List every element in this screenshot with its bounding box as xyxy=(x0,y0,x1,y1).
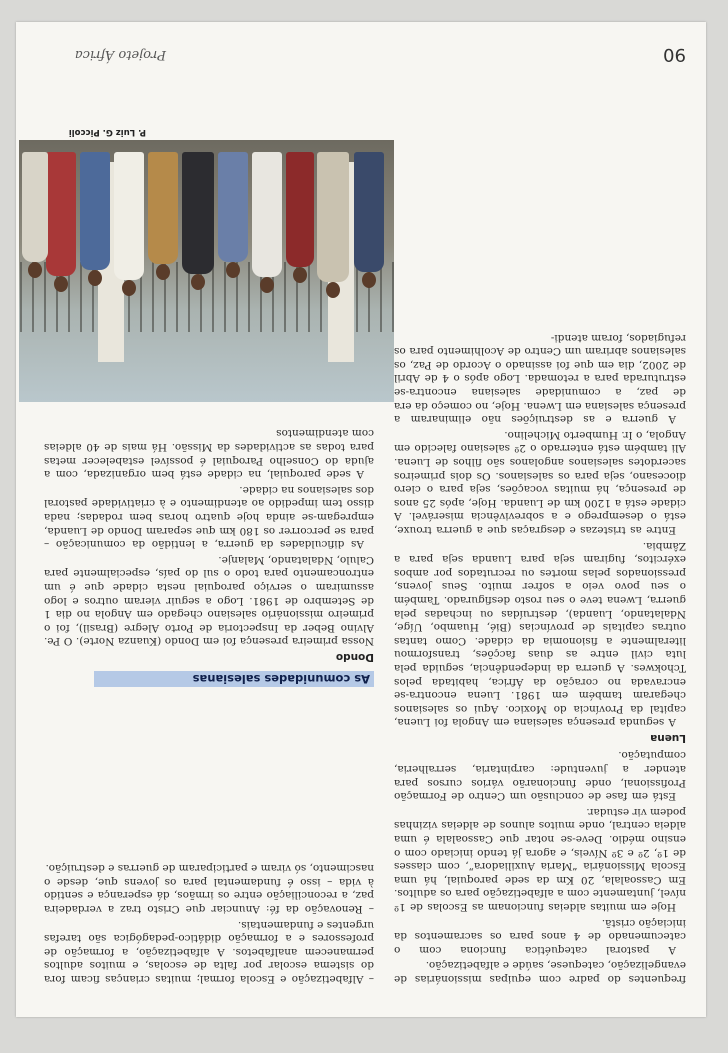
right-text-column-lower xyxy=(44,424,374,667)
section-title-banner: As comunidades salesianas xyxy=(94,671,374,687)
paragraph: – Renovação da fé: Anunciar que Cristo traz a verdadeira paz, a reconciliação entre os irmãos, dá esperança e sentido à vida – isso é fundamental para os jovens que, desde o nascimento, só viram e participaram de guerras e destruição. xyxy=(44,862,374,916)
photo-person xyxy=(354,152,384,272)
photo-head xyxy=(260,277,274,293)
left-text-column xyxy=(394,328,686,985)
photo-person xyxy=(182,152,214,274)
photo-head xyxy=(226,262,240,278)
right-text-column xyxy=(44,859,374,985)
photo-head xyxy=(293,267,307,283)
photo-person xyxy=(46,152,76,276)
photo-head xyxy=(88,270,102,286)
paragraph: A pastoral catequética funciona com o catecumenado de 4 anos para os sacramentos da iniciação cristã. xyxy=(394,916,686,956)
paragraph: – Alfabetização e Escola formal; muitas crianças ficam fora do sistema escolar por falta de escolas, e muitos adultos permanecem analfabetos. A alfabetização, a formação de professores e a formação didático-pedagógica são tarefas urgentes e fundamentais. xyxy=(44,918,374,985)
paper-sheet xyxy=(16,22,706,1017)
photo-head xyxy=(28,262,42,278)
photo-head xyxy=(362,272,376,288)
photo-person xyxy=(252,152,282,277)
paragraph: Nossa primeira presença foi em Dondo (Kuanza Norte). O Pe. Alvino Beber da Inspectoria de Porto Alegre (Brasil), foi o primeiro missionário salesiano chegado em Angola no dia 1 de Setembro de 1981. Logo a seguir vieram outros e logo assumiram o serviço paroquial nesta cidade que é um entroncamento para todo o sul do país, especialmente para Calulo, Ndalatando, Malanje. xyxy=(44,553,374,648)
photo-head xyxy=(191,274,205,290)
page-number: 90 xyxy=(663,44,686,65)
section-subheading-luena: Luena xyxy=(650,731,686,744)
paragraph: A sede paroquial, na cidade está bem organizada, com a ajuda do Conselho Paroquial é possível estabelecer metas para todas as actividades da Missão. Há mais de 40 aldeias com atendimentos xyxy=(44,427,374,481)
photo-person xyxy=(148,152,178,264)
paragraph: As dificuldades da guerra, a lentidão da comunicação – para se percorrer os 180 km que separam Dondo de Luanda, empregam-se ainda hoje quatro horas bem rodadas; nada disso tem impedido ao atendimento e à criatividade pastoral dos salesianos na cidade. xyxy=(44,483,374,551)
photo-head xyxy=(156,264,170,280)
paragraph: A segunda presença salesiana em Angola foi Luena, capital da Província do Moxico. Aqui os salesianos chegaram também em 1981. Luena encontra-se encravada no coração da África, habitada pelos Tchokwes. A guerra da independência, seguida pela luta civil entre as duas facções, transformou literalmente a fisionomia da cidade. Como tantas outras capitais de províncias (Bié, Huambo, Uíge, Ndalatando, Luanda), destruídas ou inchadas pela guerra, Lwena teve o seu rosto desfigurado. Também o seu povo veio a sofrer muito. Seus jovens, pressionados pelas mortes ou recrutados por ambos exércitos, fugiram seja para Luanda seja para a Zâmbia. xyxy=(394,539,686,729)
photo-person xyxy=(286,152,314,267)
paragraph: A guerra e as destruições não eliminaram a presença salesiana em Lwena. Hoje, no começo da era de paz, a comunidade salesiana encontra-se estruturada para a retomada. Logo após o 4 de Abril de 2002, dia em que foi assinado o Acordo de Paz, os salesianos abriram um Centro de Acolhimento para os refugiados, foram atendi- xyxy=(394,331,686,426)
photo-credit: P. Luiz G. Piccoli xyxy=(68,127,146,137)
group-photo xyxy=(19,140,394,402)
photo-person xyxy=(114,152,144,280)
photo-head xyxy=(326,282,340,298)
photo-person xyxy=(22,152,48,262)
publication-name: Projeto África xyxy=(74,47,166,62)
section-subheading-dondo: Dondo xyxy=(335,651,374,663)
paragraph: Está em fase de conclusão um Centro de Formação Profissional, onde funcionarão vários cursos para atender a juventude: carpintaria, serralheria, computação. xyxy=(394,749,686,803)
photo-head xyxy=(122,280,136,296)
photo-person xyxy=(218,152,248,262)
paragraph: Hoje em muitas aldeias funcionam as Escolas de 1º nível, juntamente com a alfabetização para os adultos. Em Cassoalala, 20 Km da sede paroquial, há uma Escola Missionária “Maria Auxiliadora”, com classes de 1º, 2º e 3º Níveis, e agora já tendo iniciado com o ensino médio. Deve-se notar que Cassoalala é uma aldeia central, onde muitos alunos de aldeias vizinhas podem vir estudar. xyxy=(394,805,686,914)
paragraph: Entre as tristezas e desgraças que a guerra trouxe, está o desemprego e a sobrevivência miserável. A cidade está a 1200 km de Luanda. Hoje, após 25 anos de presença, há muitas vocações, seja para o clero diocesano, seja para os salesianos. Os dois primeiros sacerdotes salesianos angolanos são filhos de Luena. Ali também está enterrado o 2º salesiano falecido em Angola, o Ir. Humberto Michelino. xyxy=(394,428,686,536)
photo-person xyxy=(80,152,110,270)
paragraph: frequentes do padre com equipas missionárias de evangelização, catequese, saúde e alfabetização. xyxy=(394,959,686,985)
photo-head xyxy=(54,276,68,292)
photo-person xyxy=(317,152,349,282)
